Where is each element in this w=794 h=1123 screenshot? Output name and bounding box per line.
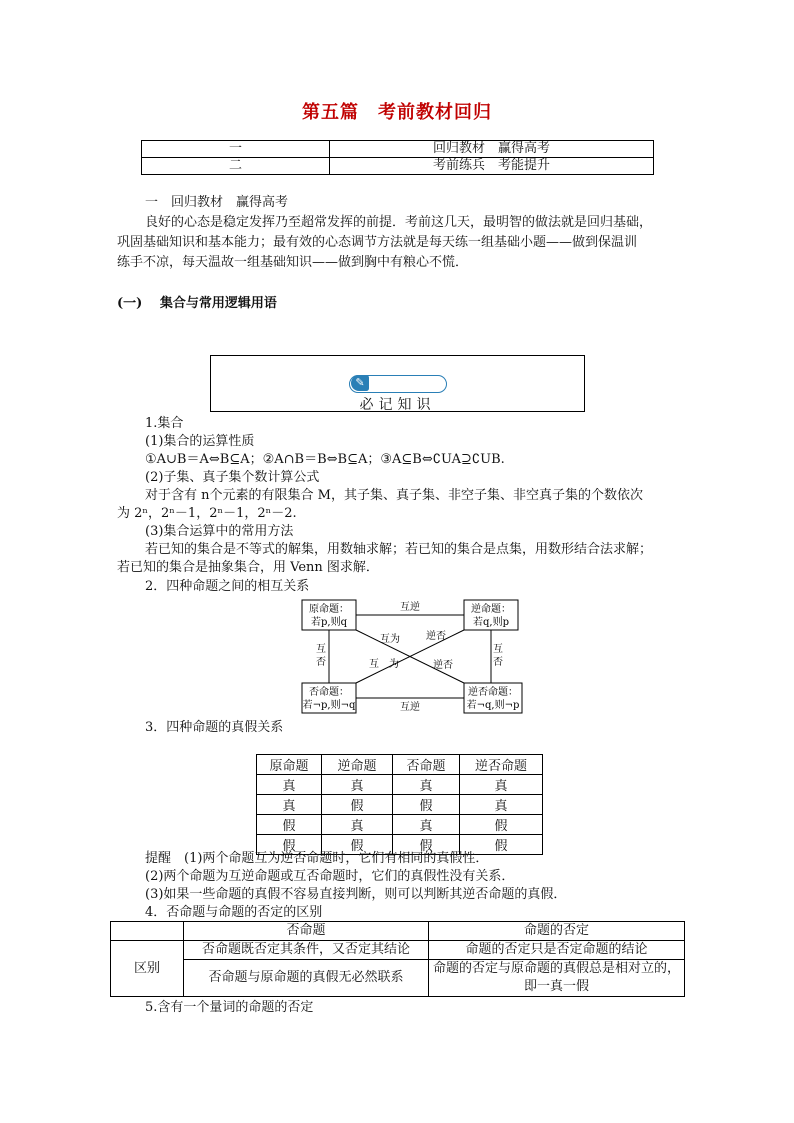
content-line: 为 2ⁿ，2ⁿ－1，2ⁿ－1，2ⁿ－2. bbox=[117, 506, 297, 521]
content-line: (3)集合运算中的常用方法 bbox=[145, 524, 294, 539]
diagonal-label: 互 为 bbox=[369, 659, 399, 670]
table-cell: 否命题既否定其条件，又否定其结论 bbox=[184, 941, 429, 960]
pen-icon: ✎ bbox=[351, 375, 369, 391]
content-line: 若已知的集合是抽象集合，用 Venn 图求解． bbox=[117, 560, 379, 575]
inverse-proposition-label: 否命题： bbox=[309, 687, 349, 698]
table-cell: 假 bbox=[257, 835, 322, 855]
truth-table bbox=[256, 754, 543, 855]
table-cell: 假 bbox=[257, 815, 322, 835]
content-line: 5.含有一个量词的命题的否定 bbox=[145, 1000, 314, 1015]
content-line: (2)子集、真子集个数计算公式 bbox=[145, 470, 320, 485]
subsection-heading: (一) 集合与常用逻辑用语 bbox=[117, 296, 277, 311]
toc-row[interactable] bbox=[142, 158, 654, 175]
table-cell: 假 bbox=[322, 795, 393, 815]
table-header-row bbox=[111, 922, 685, 941]
section-heading: 一 回归教材 赢得高考 bbox=[145, 195, 289, 210]
table-header: 逆否命题 bbox=[460, 755, 543, 775]
box-label: 必记知识 bbox=[359, 397, 436, 413]
table-cell: 真 bbox=[460, 795, 543, 815]
table-row bbox=[111, 960, 685, 997]
table-cell: 真 bbox=[393, 775, 460, 795]
table-cell: 命题的否定只是否定命题的结论 bbox=[429, 941, 685, 960]
toc-text: 回归教材 赢得高考 bbox=[330, 141, 654, 158]
table-cell: 真 bbox=[322, 775, 393, 795]
contrapositive-form: 若¬q,则¬p bbox=[466, 700, 520, 711]
four-propositions-diagram bbox=[298, 597, 524, 719]
table-header bbox=[111, 922, 184, 941]
intro-paragraph-line: 良好的心态是稳定发挥乃至超常发挥的前提．考前这几天，最明智的做法就是回归基础， bbox=[145, 215, 653, 230]
original-proposition-label: 原命题： bbox=[309, 604, 349, 615]
table-header-row bbox=[257, 755, 543, 775]
table-cell: 真 bbox=[257, 775, 322, 795]
toc-text: 考前练兵 考能提升 bbox=[330, 158, 654, 175]
toc-table bbox=[141, 140, 654, 175]
table-cell: 假 bbox=[460, 815, 543, 835]
table-row bbox=[257, 795, 543, 815]
table-row bbox=[111, 941, 685, 960]
diagonal-label: 逆否 bbox=[433, 660, 453, 671]
content-line: 对于含有 n个元素的有限集合 M，其子集、真子集、非空子集、非空真子集的个数依次 bbox=[145, 488, 643, 503]
table-header: 否命题 bbox=[393, 755, 460, 775]
table-row bbox=[257, 815, 543, 835]
table-cell: 否命题与原命题的真假无必然联系 bbox=[184, 960, 429, 997]
table-cell: 真 bbox=[257, 795, 322, 815]
left-relation-label-bottom: 否 bbox=[316, 657, 326, 668]
table-header: 原命题 bbox=[257, 755, 322, 775]
table-cell: 真 bbox=[322, 815, 393, 835]
table-cell: 命题的否定与原命题的真假总是相对立的，即一真一假 bbox=[429, 960, 685, 997]
content-line: 2．四种命题之间的相互关系 bbox=[145, 579, 310, 594]
original-proposition-form: 若p,则q bbox=[311, 617, 347, 628]
reminder-line: (3)如果一些命题的真假不容易直接判断，则可以判断其逆否命题的真假． bbox=[145, 887, 567, 902]
toc-row[interactable] bbox=[142, 141, 654, 158]
right-relation-label-top: 互 bbox=[493, 644, 503, 655]
diagonal-label: 逆否 bbox=[426, 631, 446, 642]
contrapositive-label: 逆否命题： bbox=[468, 687, 518, 698]
diagonal-label: 互为 bbox=[380, 634, 400, 645]
toc-number: 一 bbox=[142, 141, 330, 158]
toc-number: 二 bbox=[142, 158, 330, 175]
table-cell: 假 bbox=[393, 795, 460, 815]
intro-paragraph-line: 练手不凉，每天温故一组基础知识——做到胸中有粮心不慌． bbox=[117, 255, 469, 270]
table-cell: 真 bbox=[393, 815, 460, 835]
converse-proposition-label: 逆命题： bbox=[471, 604, 511, 615]
table-header: 命题的否定 bbox=[429, 922, 685, 941]
reminder-line: 提醒 (1)两个命题互为逆否命题时，它们有相同的真假性． bbox=[145, 851, 489, 866]
table-header: 逆命题 bbox=[322, 755, 393, 775]
knowledge-box bbox=[210, 355, 585, 412]
table-cell: 假 bbox=[393, 835, 460, 855]
content-line: 4．否命题与命题的否定的区别 bbox=[145, 905, 323, 920]
top-relation-label: 互逆 bbox=[400, 602, 420, 613]
converse-proposition-form: 若q,则p bbox=[473, 617, 509, 628]
content-line: (1)集合的运算性质 bbox=[145, 434, 255, 449]
table-cell: 真 bbox=[460, 775, 543, 795]
table-row bbox=[257, 775, 543, 795]
left-relation-label-top: 互 bbox=[316, 644, 326, 655]
right-relation-label-bottom: 否 bbox=[493, 657, 503, 668]
comparison-table bbox=[110, 921, 685, 997]
page-title: 第五篇 考前教材回归 bbox=[302, 102, 492, 123]
table-cell: 假 bbox=[322, 835, 393, 855]
bottom-relation-label: 互逆 bbox=[400, 702, 420, 713]
content-line: 若已知的集合是不等式的解集，用数轴求解；若已知的集合是点集，用数形结合法求解； bbox=[145, 542, 653, 557]
content-line: 3．四种命题的真假关系 bbox=[145, 720, 284, 735]
content-line: ①A∪B＝A⇔B⊆A；②A∩B＝B⇔B⊆A；③A⊆B⇔∁UA⊇∁UB. bbox=[145, 452, 505, 467]
row-label: 区别 bbox=[111, 941, 184, 997]
table-header: 否命题 bbox=[184, 922, 429, 941]
intro-paragraph-line: 巩固基础知识和基本能力；最有效的心态调节方法就是每天练一组基础小题——做到保温训 bbox=[117, 235, 638, 250]
inverse-proposition-form: 若¬p,则¬q bbox=[302, 700, 356, 711]
content-line: 1.集合 bbox=[145, 416, 184, 431]
reminder-line: (2)两个命题为互逆命题或互否命题时，它们的真假性没有关系． bbox=[145, 869, 515, 884]
table-cell: 假 bbox=[460, 835, 543, 855]
